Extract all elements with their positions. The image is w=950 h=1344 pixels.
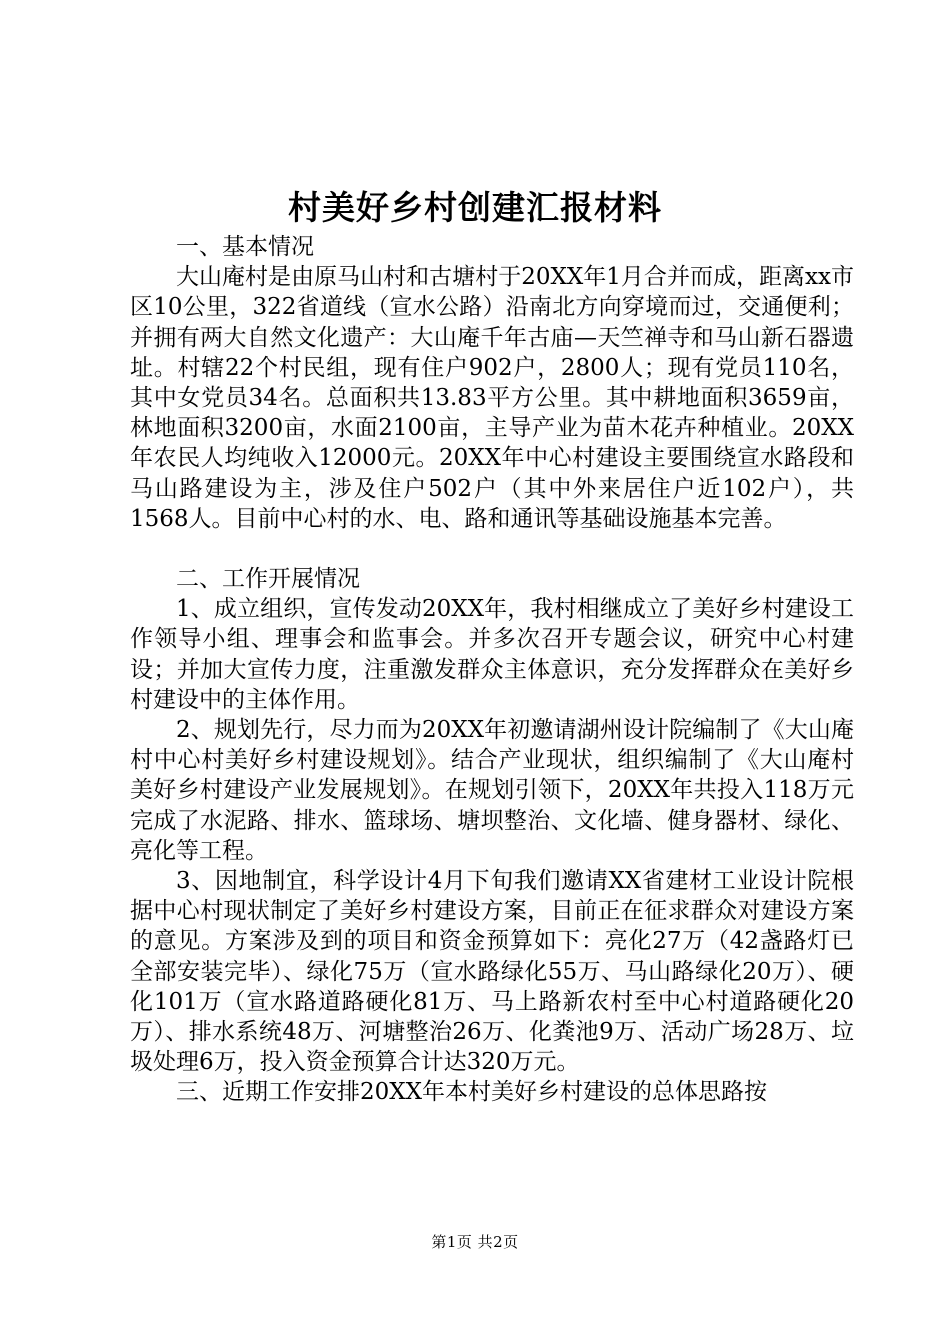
document-body — [130, 232, 854, 1108]
section-heading-work-progress: 二、工作开展情况 — [176, 566, 360, 593]
section-heading-basic-info: 一、基本情况 — [176, 234, 314, 260]
paragraph-basic-info: 大山庵村是由原马山村和古塘村于20XX年1月合并而成，距离xx市区10公里，322省道线（宣水公路）沿南北方向穿境而过，交通便利；并拥有两大自然文化遗产：大山庵千年古庙—天竺禅寺和马山新石器遗址。村辖22个村民组，现有住户902户，2800人；现有党员110名，其中女党员34名。总面积共13.83平方公里。其中耕地面积3659亩，林地面积3200亩，水面2100亩，主导产业为苗木花卉种植业。20XX年农民人均纯收入12000元。20XX年中心村建设主要围绕宣水路段和马山路建设为主，涉及住户502户（其中外来居住户近102户），共1568人。目前中心村的水、电、路和通讯等基础设施基本完善。 — [130, 264, 854, 532]
paragraph-planning: 2、规划先行，尽力而为20XX年初邀请湖州设计院编制了《大山庵村中心村美好乡村建设规划》。结合产业现状，组织编制了《大山庵村美好乡村建设产业发展规划》。在规划引领下，20XX年共投入118万元完成了水泥路、排水、篮球场、塘坝整治、文化墙、健身器材、绿化、亮化等工程。 — [130, 717, 854, 864]
document-title: 村美好乡村创建汇报材料 — [288, 188, 662, 227]
paragraph-design: 3、因地制宜，科学设计4月下旬我们邀请XX省建材工业设计院根据中心村现状制定了美好乡村建设方案，目前正在征求群众对建设方案的意见。方案涉及到的项目和资金预算如下：亮化27万（42盏路灯已全部安装完毕）、绿化75万（宣水路绿化55万、马山路绿化20万）、硬化101万（宣水路道路硬化81万、马上路新农村至中心村道路硬化20万）、排水系统48万、河塘整治26万、化粪池9万、活动广场28万、垃圾处理6万，投入资金预算合计达320万元。 — [130, 868, 854, 1076]
paragraph-recent-work: 三、近期工作安排20XX年本村美好乡村建设的总体思路按 — [176, 1079, 768, 1106]
page-number-footer: 第1页 共2页 — [431, 1233, 519, 1251]
paragraph-organization: 1、成立组织，宣传发动20XX年，我村相继成立了美好乡村建设工作领导小组、理事会和监事会。并多次召开专题会议，研究中心村建设；并加大宣传力度，注重激发群众主体意识，充分发挥群众在美好乡村建设中的主体作用。 — [130, 596, 854, 713]
